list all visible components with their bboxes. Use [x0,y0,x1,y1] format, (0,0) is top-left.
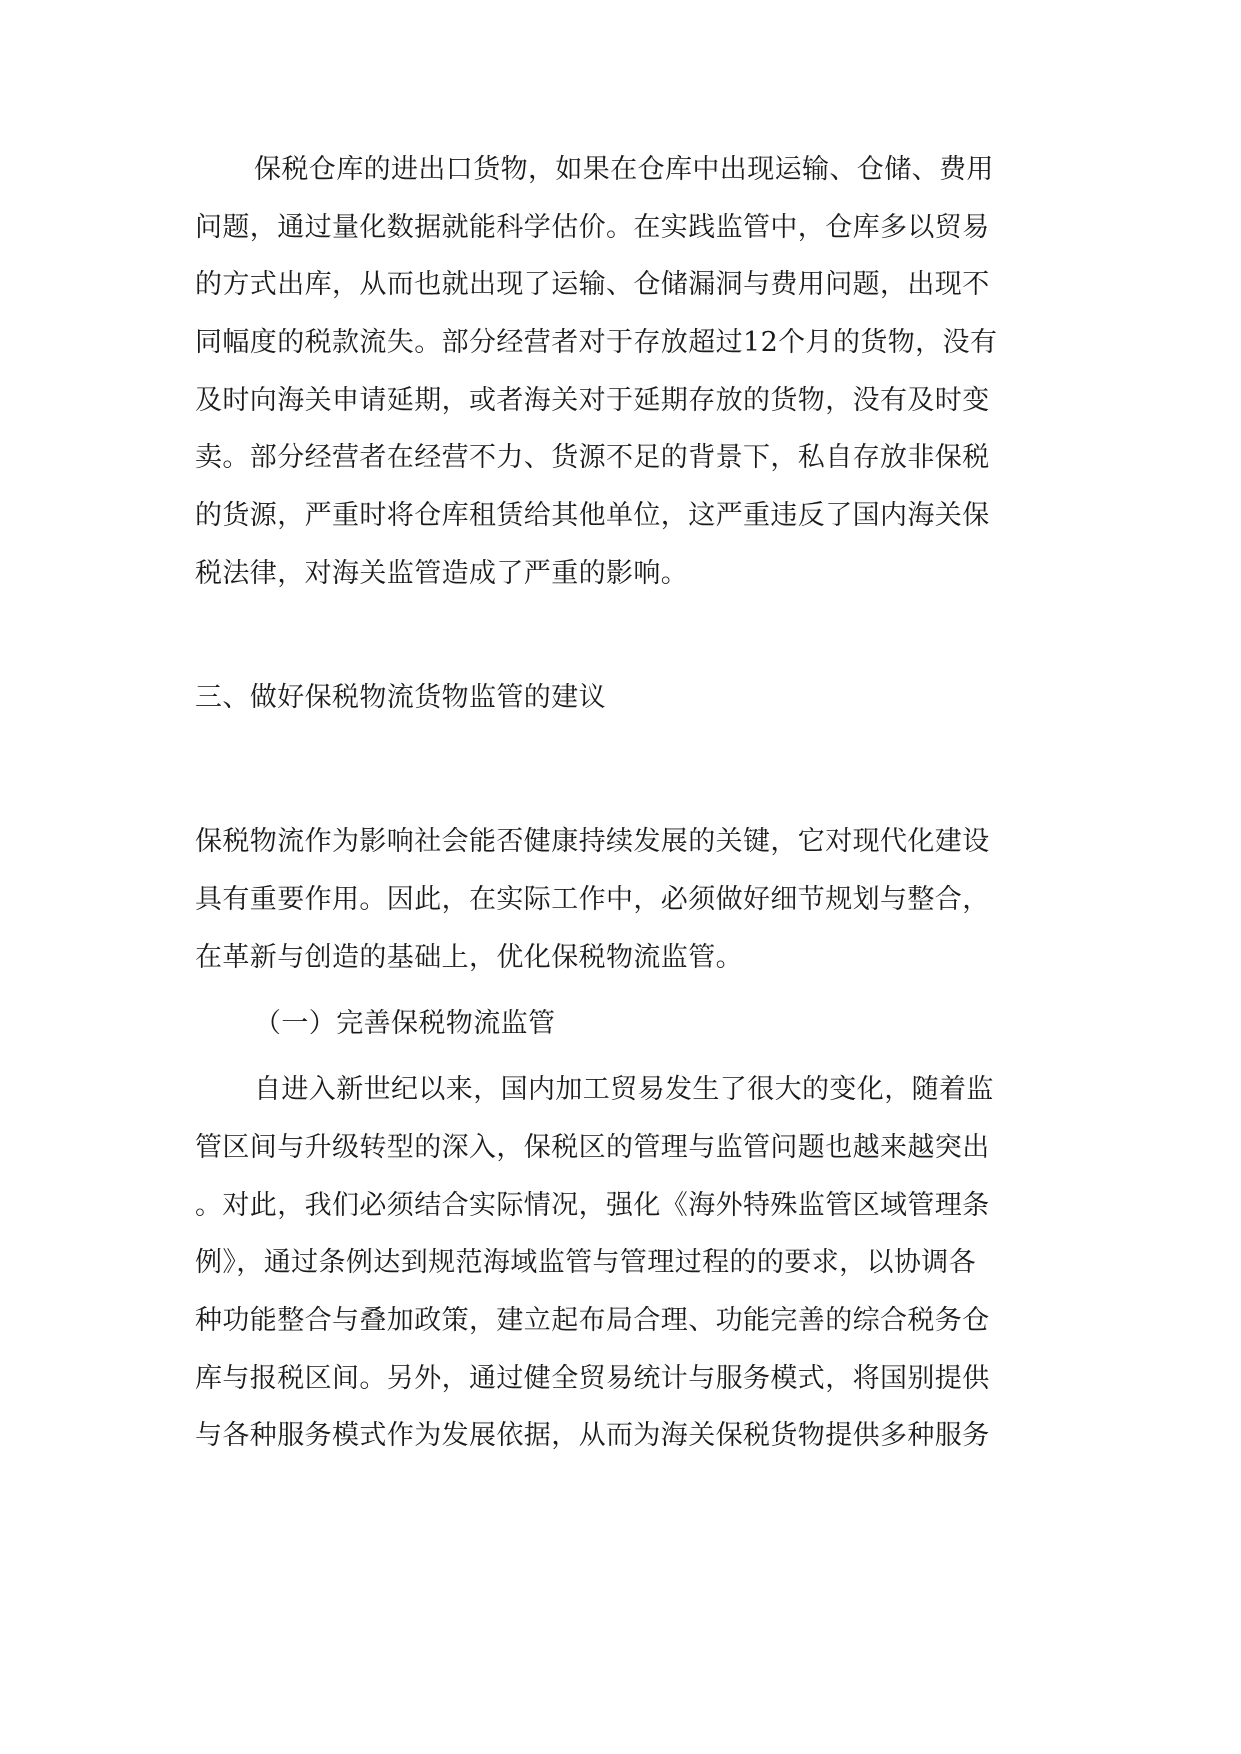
subheading: （一）完善保税物流监管 [254,1008,556,1039]
paragraph-1-line: 的货源，严重时将仓库租赁给其他单位，这严重违反了国内海关保 [195,500,990,531]
paragraph-3-line: 例》，通过条例达到规范海域监管与管理过程的的要求，以协调各 [195,1247,977,1278]
section-heading: 三、做好保税物流货物监管的建议 [195,682,606,713]
paragraph-3-line: 。对此，我们必须结合实际情况，强化《海外特殊监管区域管理条 [195,1190,990,1221]
paragraph-3-line: 种功能整合与叠加政策，建立起布局合理、功能完善的综合税务仓 [195,1305,990,1336]
paragraph-2-line: 在革新与创造的基础上，优化保税物流监管。 [195,942,743,973]
paragraph-1-line: 同幅度的税款流失。部分经营者对于存放超过12个月的货物，没有 [195,327,998,358]
paragraph-1-line: 税法律，对海关监管造成了严重的影响。 [195,558,689,589]
paragraph-3-line: 自进入新世纪以来，国内加工贸易发生了很大的变化，随着监 [254,1074,994,1105]
paragraph-2-line: 具有重要作用。因此，在实际工作中，必须做好细节规划与整合， [195,884,990,915]
paragraph-1-line: 问题，通过量化数据就能科学估价。在实践监管中，仓库多以贸易 [195,212,990,243]
paragraph-1-line [195,611,1040,651]
paragraph-2-line: 保税物流作为影响社会能否健康持续发展的关键，它对现代化建设 [195,826,990,857]
paragraph-3-line: 管区间与升级转型的深入，保税区的管理与监管问题也越来越突出 [195,1132,990,1163]
paragraph-3-line: 库与报税区间。另外，通过健全贸易统计与服务模式，将国别提供 [195,1363,990,1394]
paragraph-1-line: 保税仓库的进出口货物，如果在仓库中出现运输、仓储、费用 [254,154,994,185]
paragraph-1-line: 及时向海关申请延期，或者海关对于延期存放的货物，没有及时变 [195,385,990,416]
paragraph-1-line: 的方式出库，从而也就出现了运输、仓储漏洞与费用问题，出现不 [195,269,990,300]
paragraph-3-line: 与各种服务模式作为发展依据，从而为海关保税货物提供多种服务 [195,1420,990,1451]
paragraph-1-line: 卖。部分经营者在经营不力、货源不足的背景下，私自存放非保税 [195,442,990,473]
